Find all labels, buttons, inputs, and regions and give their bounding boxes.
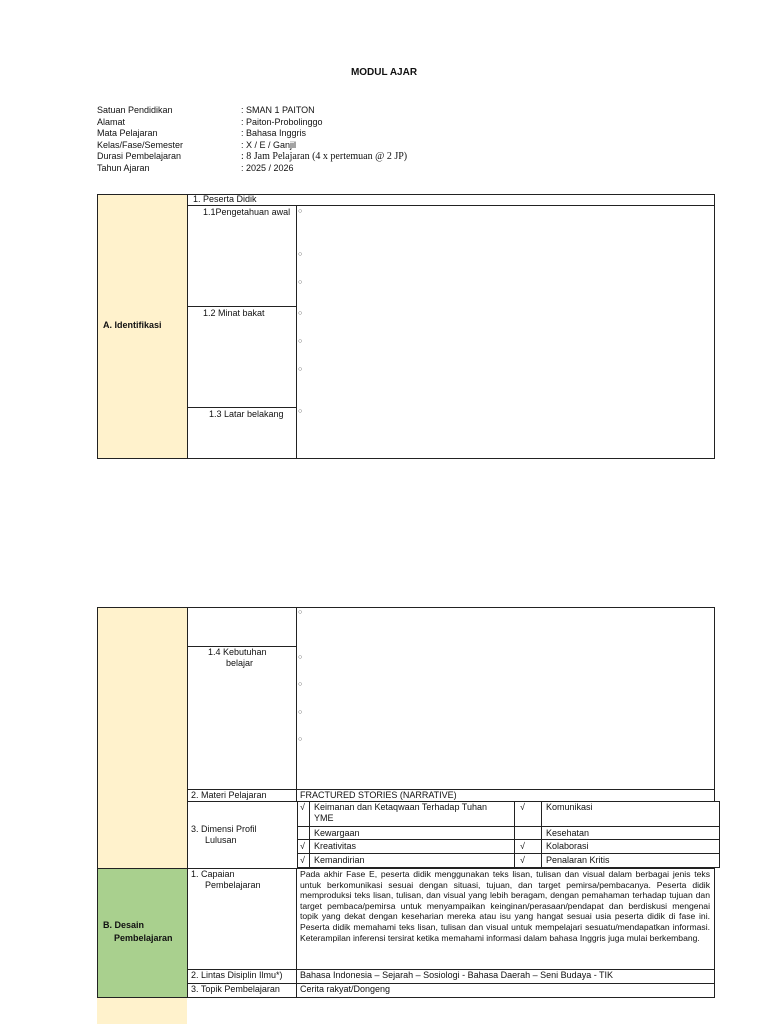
info-block bbox=[97, 105, 407, 174]
info-label: Tahun Ajaran bbox=[97, 162, 150, 173]
section-b-label: B. Desain bbox=[103, 920, 145, 930]
check-icon: √ bbox=[520, 855, 525, 865]
dimensi-item: Kolaborasi bbox=[546, 841, 589, 851]
bullet-icon: ○ bbox=[298, 251, 303, 258]
dimensi-item: Kemandirian bbox=[314, 855, 365, 865]
dimensi-item-2: YME bbox=[314, 813, 334, 823]
info-label: Durasi Pembelajaran bbox=[97, 151, 182, 161]
kebutuhan-belajar-label: 1.4 Kebutuhan bbox=[208, 647, 267, 657]
dimensi-item: Kewargaan bbox=[314, 828, 360, 838]
capaian-label-2: Pembelajaran bbox=[205, 880, 261, 890]
info-row bbox=[97, 128, 407, 140]
bullet-icon: ○ bbox=[298, 681, 303, 688]
dimensi-profil-label: 3. Dimensi Profil bbox=[191, 824, 257, 834]
bullet-icon: ○ bbox=[298, 366, 303, 373]
bullet-icon: ○ bbox=[298, 408, 303, 415]
check-icon: √ bbox=[520, 802, 525, 812]
column-divider bbox=[514, 801, 515, 868]
row-divider bbox=[297, 826, 720, 827]
topik-value: Cerita rakyat/Dongeng bbox=[300, 984, 391, 994]
bullet-icon: ○ bbox=[298, 654, 303, 661]
info-row bbox=[97, 140, 407, 152]
bullet-icon: ○ bbox=[298, 338, 303, 345]
peserta-didik-label: 1. Peserta Didik bbox=[193, 194, 257, 204]
capaian-text: Pada akhir Fase E, peserta didik menggunakan teks lisan, tulisan dan visual dalam berbagai jenis teks untuk berkomunikasi sesuai dengan situasi, tujuan, dan target pemirsa/pembacanya. Peserta didik memproduksi teks lisan, tulisan, dan visual yang lebih beragam, dengan pemahaman terhadap tujuan dan target pembaca/pemirsa untuk menyampaikan keinginan/perasaan/pendapat dan berdiskusi mengenai topik yang dekat dengan keseharian mereka atau isu yang hangat sesuai usia peserta didik di fase ini. Peserta didik memahami teks lisan, tulisan dan visual untuk mempelajari sesuatu/mendapatkan informasi. Keterampilan inferensi tersirat ketika memahami informasi dalam bahasa Inggris juga mulai berkembang. bbox=[300, 869, 710, 943]
info-label: Kelas/Fase/Semester bbox=[97, 139, 184, 150]
dimensi-item: Penalaran Kritis bbox=[546, 855, 610, 865]
column-divider bbox=[541, 801, 542, 868]
dimensi-item: Kreativitas bbox=[314, 841, 357, 851]
info-label: Satuan Pendidikan bbox=[97, 105, 173, 115]
column-divider bbox=[296, 869, 297, 997]
info-value: : SMAN 1 PAITON bbox=[241, 105, 315, 115]
section-a-label: A. Identifikasi bbox=[103, 320, 162, 330]
row-divider bbox=[187, 205, 715, 206]
info-value: : 8 Jam Pelajaran (4 x pertemuan @ 2 JP) bbox=[241, 151, 408, 162]
bullet-icon: ○ bbox=[298, 709, 303, 716]
row-divider bbox=[297, 853, 720, 854]
table-border bbox=[97, 194, 715, 459]
check-icon: √ bbox=[300, 855, 305, 865]
info-row bbox=[97, 163, 407, 175]
latar-belakang-label: 1.3 Latar belakang bbox=[209, 409, 284, 419]
check-icon: √ bbox=[520, 841, 525, 851]
info-value: : 2025 / 2026 bbox=[241, 162, 294, 173]
column-divider bbox=[309, 801, 310, 868]
topik-label: 3. Topik Pembelajaran bbox=[191, 984, 280, 994]
bullet-icon: ○ bbox=[298, 310, 303, 317]
row-divider bbox=[187, 407, 296, 408]
row-divider bbox=[97, 607, 715, 608]
row-divider bbox=[187, 801, 297, 802]
check-icon: √ bbox=[300, 802, 305, 812]
capaian-label: 1. Capaian bbox=[191, 869, 235, 879]
info-label: Mata Pelajaran bbox=[97, 128, 158, 138]
column-divider bbox=[187, 607, 188, 997]
bullet-icon: ○ bbox=[298, 279, 303, 286]
bullet-icon: ○ bbox=[298, 208, 303, 215]
info-value: : Paiton-Probolinggo bbox=[241, 116, 323, 127]
column-divider bbox=[714, 607, 715, 801]
info-row bbox=[97, 105, 407, 117]
row-divider bbox=[97, 997, 715, 998]
column-divider bbox=[714, 869, 715, 997]
materi-pelajaran-value: FRACTURED STORIES (NARRATIVE) bbox=[300, 790, 457, 800]
column-divider bbox=[296, 607, 297, 801]
check-icon: √ bbox=[300, 841, 305, 851]
document-title: MODUL AJAR bbox=[350, 67, 418, 78]
info-value: : Bahasa Inggris bbox=[241, 128, 307, 138]
info-row bbox=[97, 117, 407, 129]
info-label: Alamat bbox=[97, 116, 126, 127]
kebutuhan-belajar-label-2: belajar bbox=[226, 658, 254, 668]
row-divider bbox=[187, 306, 296, 307]
info-value: : X / E / Ganjil bbox=[241, 139, 297, 150]
section-c-fill bbox=[97, 998, 187, 1024]
bullet-icon: ○ bbox=[298, 736, 303, 743]
section-a-fill bbox=[97, 607, 187, 869]
column-divider bbox=[296, 206, 297, 459]
dimensi-item: Keimanan dan Ketaqwaan Terhadap Tuhan bbox=[314, 802, 487, 812]
materi-pelajaran-label: 2. Materi Pelajaran bbox=[191, 790, 267, 800]
section-b-label-2: Pembelajaran bbox=[114, 933, 173, 943]
minat-bakat-label: 1.2 Minat bakat bbox=[203, 308, 265, 318]
dimensi-item: Komunikasi bbox=[546, 802, 593, 812]
column-divider bbox=[97, 607, 98, 997]
row-divider bbox=[297, 839, 720, 840]
info-row bbox=[97, 151, 407, 163]
pengetahuan-awal-label: 1.1Pengetahuan awal bbox=[203, 207, 291, 217]
lintas-disiplin-label: 2. Lintas Disiplin Ilmu*) bbox=[191, 970, 283, 980]
bullet-icon: ○ bbox=[298, 609, 303, 616]
dimensi-profil-label-2: Lulusan bbox=[205, 835, 237, 845]
dimensi-item: Kesehatan bbox=[546, 828, 590, 838]
lintas-disiplin-value: Bahasa Indonesia – Sejarah – Sosiologi - Bahasa Daerah – Seni Budaya - TIK bbox=[300, 970, 614, 980]
column-divider bbox=[187, 194, 188, 459]
